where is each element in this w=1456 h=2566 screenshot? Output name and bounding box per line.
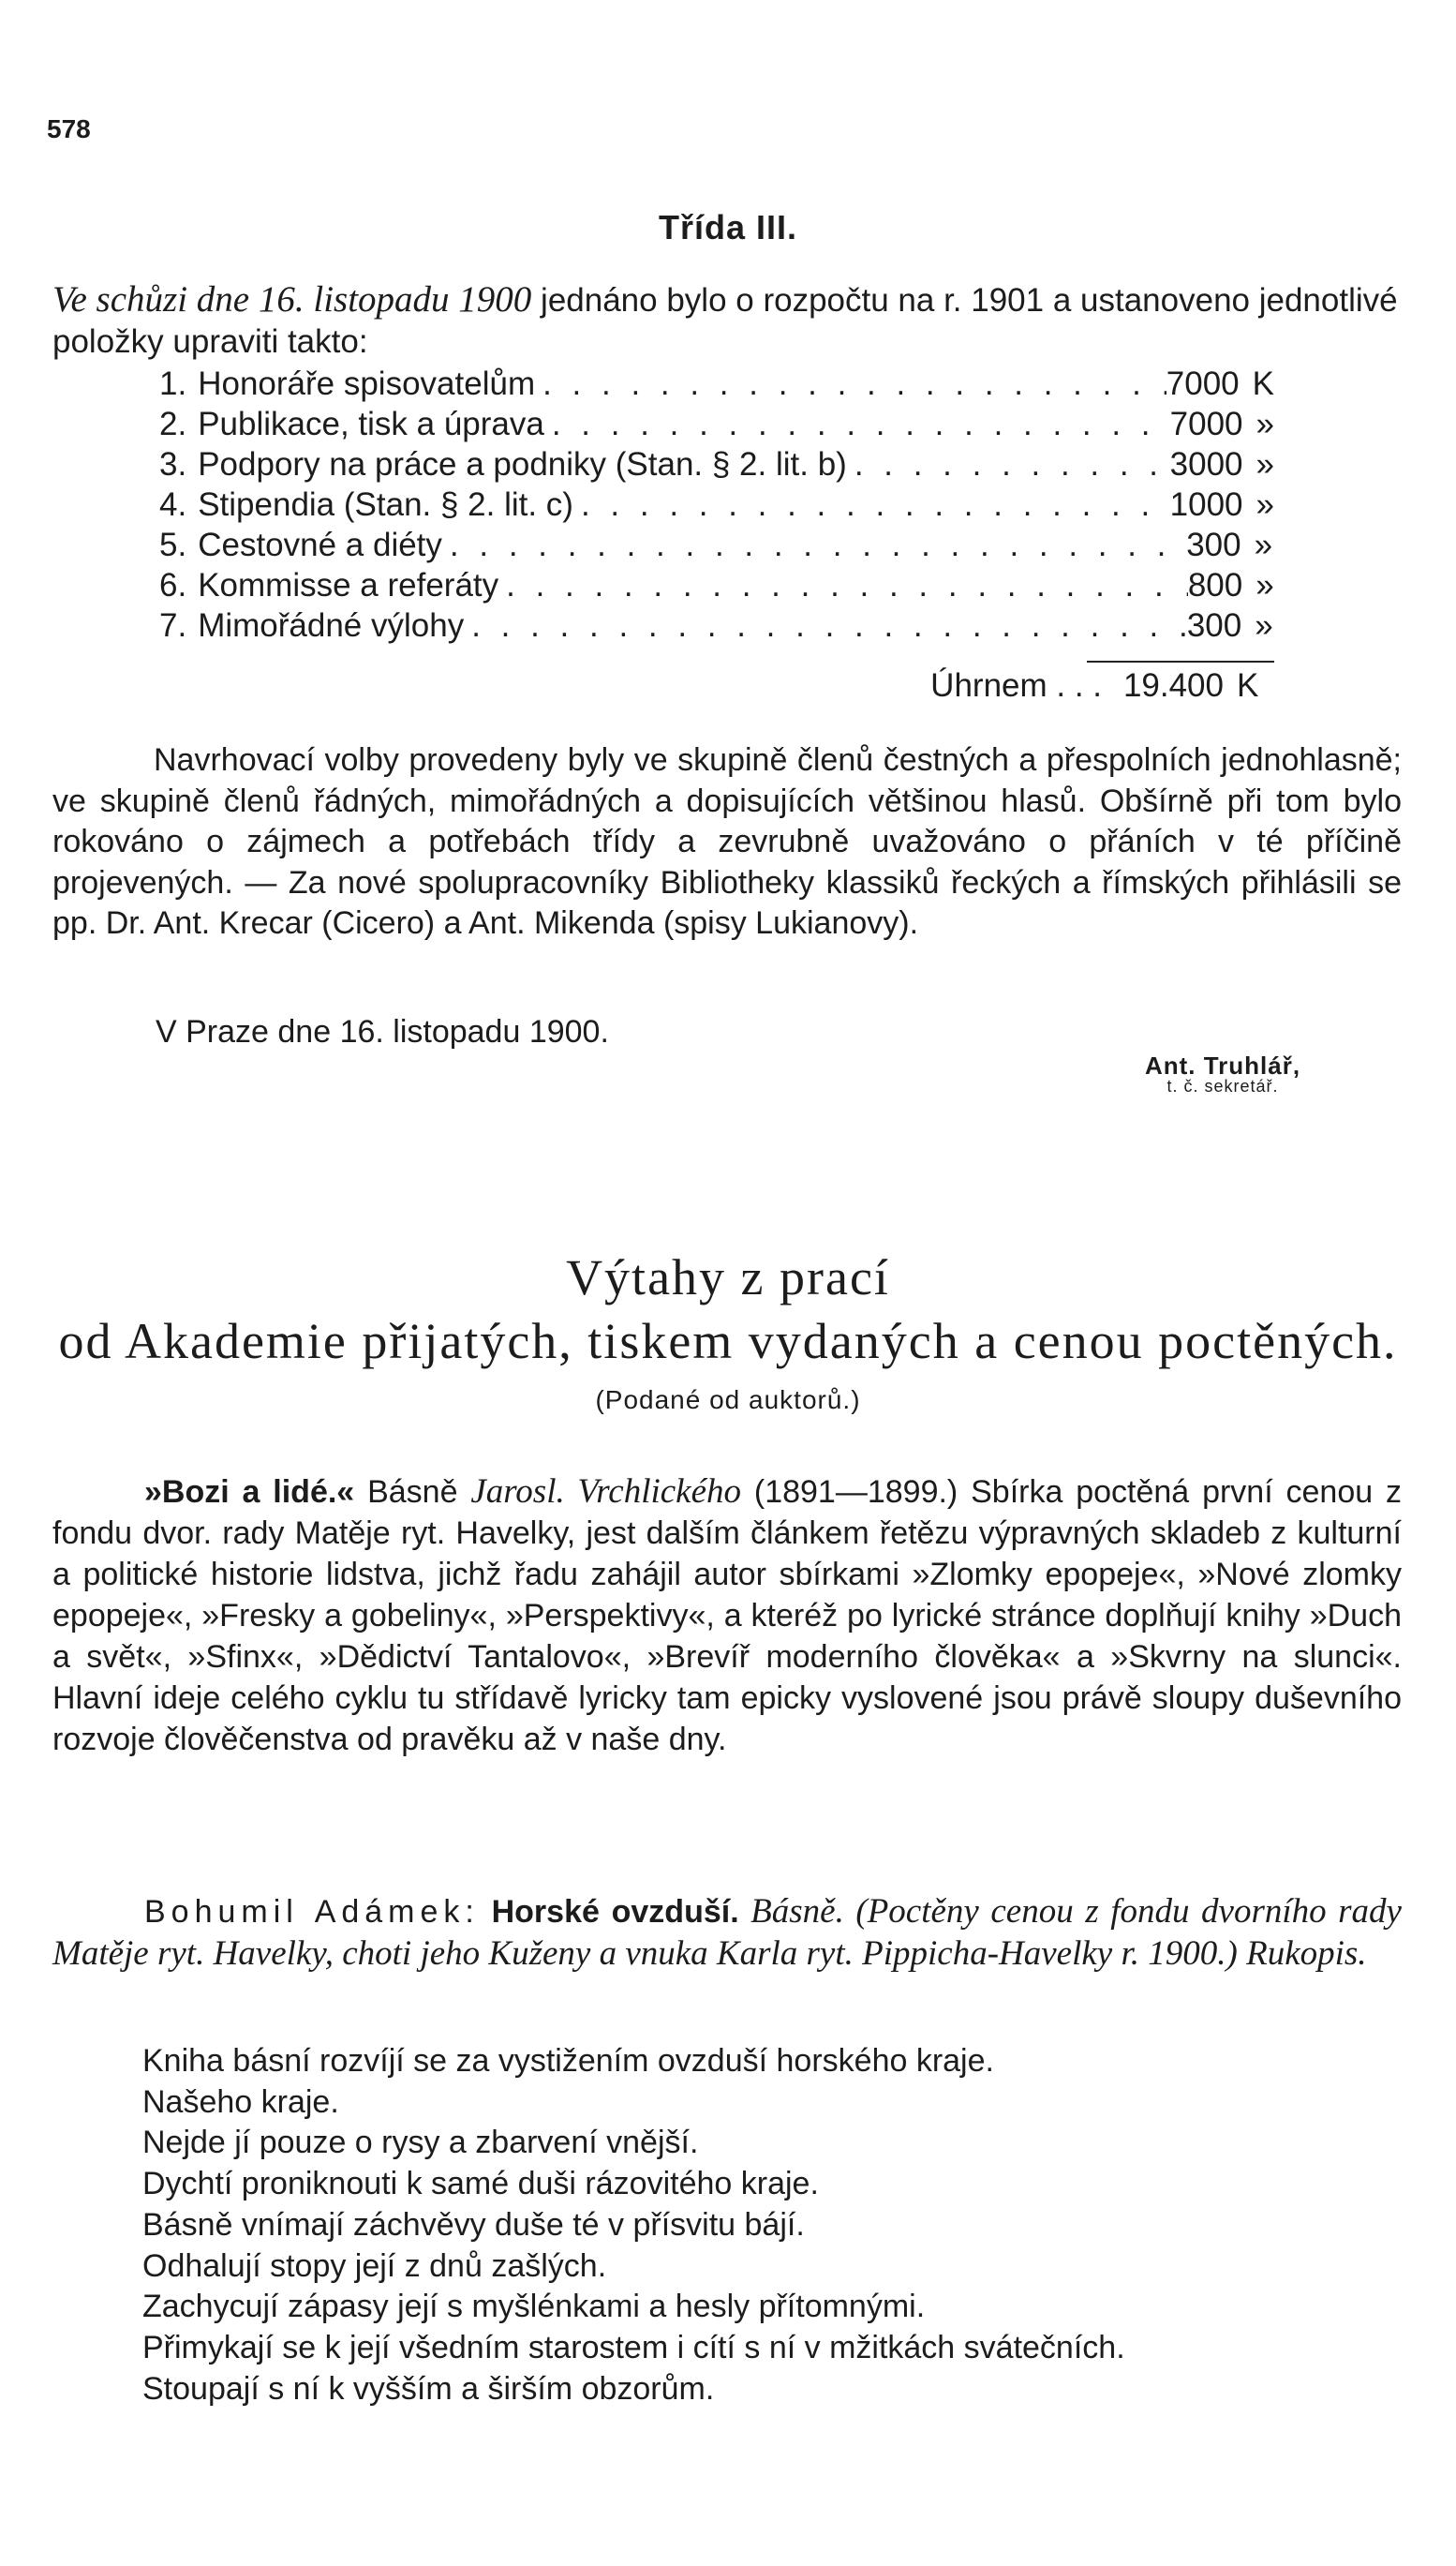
budget-row — [159, 565, 1274, 605]
bozi-text-2: (1891—1899.) Sbírka poctěná první cenou z fondu dvor. rady Matěje ryt. Havelky, jest dalším článkem řetězu výpravných skladeb z kulturní a politické historie lidstva, jichž řadu zahájil autor sbírkami »Zlomky epopeje«, »Nové zlomky epopeje«, »Fresky a gobeliny«, »Perspektivy«, a kteréž po lyrické stránce doplňují knihy »Duch a svět«, »Sfinx«, »Dědictví Tantalovo«, »Brevíř moderního člověka« a »Skvrny na slunci«. Hlavní ideje celého cyklu tu střídavě lyricky tam epicky vyslovené jsou právě sloupy duševního rozvoje člověčenstva od pravěku až v naše dny. — [52, 1474, 1402, 1757]
adamek-author: Bohumil Adámek: — [144, 1894, 480, 1930]
budget-list — [159, 364, 1274, 646]
leader-dots — [544, 404, 1170, 444]
budget-row — [159, 444, 1274, 485]
section2-title-line1: Výtahy z prací — [566, 1249, 890, 1305]
budget-row-number: 5. — [159, 527, 187, 563]
budget-row — [159, 404, 1274, 444]
budget-row-number: 4. — [159, 486, 187, 523]
budget-row-label: Stipendia (Stan. § 2. lit. c) — [198, 486, 573, 523]
leader-dots — [847, 444, 1170, 485]
budget-row-unit: K — [1252, 366, 1274, 402]
bozi-title: »Bozi a lidé.« — [144, 1474, 355, 1510]
adamek-title: Horské ovzduší. — [479, 1894, 739, 1930]
section-title: Třída III. — [658, 208, 798, 246]
budget-row-value: 1000 — [1169, 486, 1243, 523]
budget-row-unit: » — [1255, 486, 1274, 523]
budget-row-unit: » — [1255, 406, 1274, 442]
total-rule — [1087, 661, 1274, 663]
poem-line: Básně vnímají záchvěvy duše té v přísvitu bájí. — [142, 2206, 805, 2243]
budget-row-label: Kommisse a referáty — [198, 567, 499, 604]
signature — [1106, 1052, 1340, 1097]
bozi-paragraph — [52, 1471, 1402, 1760]
budget-row-label: Cestovné a diéty — [198, 527, 442, 563]
leader-dots — [464, 605, 1187, 646]
budget-row-number: 6. — [159, 567, 187, 604]
budget-row-number: 7. — [159, 607, 187, 644]
budget-row-label: Honoráře spisovatelům — [198, 366, 536, 402]
section2-subtitle: (Podané od auktorů.) — [595, 1385, 861, 1414]
poem-line: Našeho kraje. — [142, 2083, 339, 2120]
poem-line: Dychtí proniknouti k samé duši rázovitého kraje. — [142, 2166, 819, 2202]
budget-row-number: 2. — [159, 406, 187, 442]
leader-dots — [442, 525, 1186, 565]
place-date: V Praze dne 16. listopadu 1900. — [156, 1014, 609, 1050]
budget-row-unit: » — [1255, 607, 1273, 644]
poem-line: Zachycují zápasy její s myšlénkami a hesly přítomnými. — [142, 2289, 926, 2325]
budget-row-label: Podpory na práce a podniky (Stan. § 2. lit. b) — [198, 446, 847, 483]
bozi-text-1: Básně — [354, 1474, 471, 1510]
poem-line: Stoupají s ní k vyšším a širším obzorům. — [142, 2370, 715, 2407]
budget-row-unit: » — [1254, 527, 1273, 563]
budget-row-label: Publikace, tisk a úprava — [198, 406, 544, 442]
budget-row-value: 3000 — [1169, 446, 1243, 483]
adamek-details: Básně. (Poctěny cenou z fondu dvorního rady Matěje ryt. Havelky, choti jeho Kuženy a vnuka Karla ryt. Pippicha-Havelky r. 1900.) Rukopis. — [52, 1892, 1402, 1973]
elections-paragraph: Navrhovací volby provedeny byly ve skupině členů čestných a přespolních jednohlasně; ve skupině členů řádných, mimořádných a dopisujících většinou hlasů. Obšírně při tom bylo rokováno o zájmech a potřebách třídy a zevrubně uvažováno o přáních v té příčině projevených. — Za nové spolupracovníky Bibliotheky klassiků řeckých a římských přihlásili se pp. Dr. Ant. Krecar (Cicero) a Ant. Mikenda (spisy Lukianovy). — [52, 742, 1402, 941]
budget-row-value: 7000 — [1169, 406, 1243, 442]
section2-title-line2: od Akademie přijatých, tiskem vydaných a cenou poctěných. — [58, 1313, 1398, 1369]
total-value: 19.400 — [1122, 667, 1224, 704]
total-unit: K — [1237, 667, 1259, 704]
budget-row-value: 300 — [1186, 527, 1241, 563]
budget-row-unit: » — [1255, 446, 1274, 483]
budget-row — [159, 485, 1274, 525]
poem-line: Kniha básní rozvíjí se za vystižením ovzduší horského kraje. — [142, 2043, 994, 2079]
poem-line: Nejde jí pouze o rysy a zbarvení vnější. — [142, 2125, 699, 2161]
poem-line: Přimykají se k její všedním starostem i cítí s ní v mžitkách svátečních. — [142, 2329, 1125, 2365]
budget-row-value: 7000 — [1166, 366, 1240, 402]
leader-dots — [535, 364, 1166, 404]
budget-row-value: 800 — [1187, 567, 1243, 604]
budget-row — [159, 605, 1274, 646]
budget-row-unit: » — [1255, 567, 1274, 604]
poem-line: Odhalují stopy její z dnů zašlých. — [142, 2247, 607, 2284]
budget-row-label: Mimořádné výlohy — [198, 607, 465, 644]
budget-total — [815, 667, 1284, 705]
budget-row-number: 3. — [159, 446, 187, 483]
bozi-author: Jarosl. Vrchlického — [470, 1472, 742, 1511]
total-label: Úhrnem . . . — [930, 667, 1102, 704]
leader-dots — [498, 565, 1188, 605]
leader-dots — [573, 485, 1170, 525]
intro-date: Ve schůzi dne 16. listopadu 1900 — [52, 279, 532, 320]
budget-row — [159, 525, 1274, 565]
poem — [142, 2041, 1125, 2409]
budget-row-number: 1. — [159, 366, 187, 402]
signature-name: Ant. Truhlář, — [1144, 1052, 1301, 1080]
budget-row-value: 300 — [1186, 607, 1242, 644]
budget-row — [159, 364, 1274, 404]
intro-text: jednáno bylo o rozpočtu na r. 1901 a ustanoveno jednotlivé položky upraviti takto: — [52, 282, 1398, 360]
page-number: 578 — [47, 114, 91, 143]
adamek-paragraph — [52, 1891, 1402, 1976]
intro-paragraph — [52, 279, 1415, 363]
signature-role: t. č. sekretář. — [1166, 1077, 1279, 1096]
